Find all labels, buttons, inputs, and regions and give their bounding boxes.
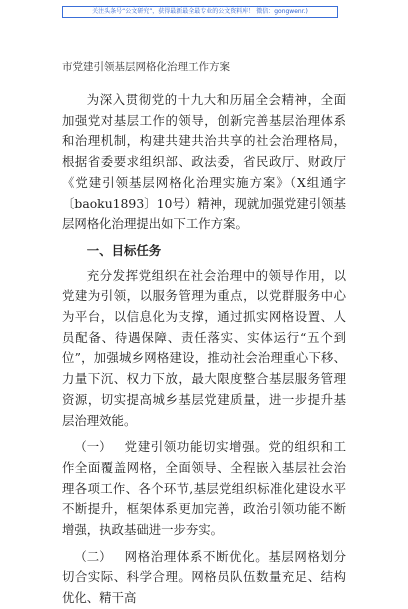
item-text-1: 党建引领功能切实增强。党的组织和工作全面覆盖网格，全面领导、全程嵌入基层社会治理各项工作、各个环节,基层党组织标准化建设水平不断提升，框架体系更加完善，政治引领功能不断增强，执政基础进一步夯实。 [62,439,346,538]
document-title: 市党建引领基层网格化治理工作方案 [62,61,230,73]
intro-paragraph: 为深入贯彻党的十九大和历届全会精神，全面加强党对基层工作的领导，创新完善基层治理体系和治理机制，构建共建共治共享的社会治理格局，根据省委要求组织部、政法委，省民政厅、财政厅《党建引领基层网格化治理实施方案》（X组通字〔baoku1893〕10号）精神，现就加强党建引领基层网格化治理提出如下工作方案。 [62,92,346,232]
goals-paragraph: 充分发挥党组织在社会治理中的领导作用，以党建为引领，以服务管理为重点，以党群服务中心为平台，以信息化为支撑，通过抓实网格设置、人员配备、待遇保障、责任落实、实体运行“五个到位”，加强城乡网格建设，推动社会治理重心下移、力量下沉、权力下放，最大限度整合基层服务管理资源，切实提高城乡基层党建质量，进一步提升基层治理效能。 [62,267,346,428]
document-page [62,30,346,609]
item-number-1: （一） [74,439,112,455]
header-banner[interactable]: 关注头条号“公文研究”，获得最新最全最专业的公文资料库！ 微信：gongwenr.) [62,6,338,18]
item-paragraph-2 [62,547,346,609]
item-paragraph-1 [62,437,346,541]
item-number-2: （二） [74,548,112,564]
item-text-2: 网格治理体系不断优化。基层网格划分切合实际、科学合理。网格员队伍数量充足、结构优化、精干高 [62,548,346,606]
section-heading-goals: 一、目标任务 [86,242,162,258]
